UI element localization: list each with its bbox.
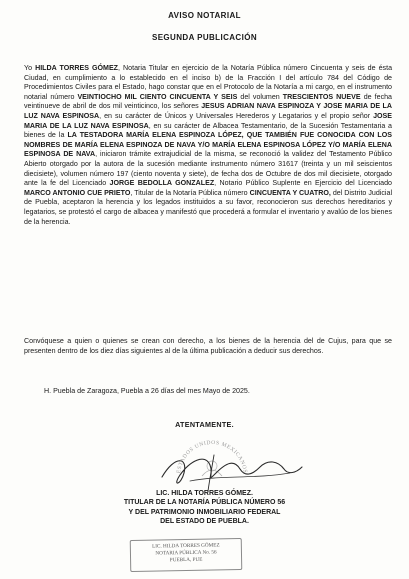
text-run: de fecha veintinueve de abril de dos mil veinticinco, los señores bbox=[24, 92, 393, 111]
closing-salutation: ATENTAMENTE. bbox=[175, 420, 234, 429]
notary-stamp bbox=[130, 538, 243, 572]
executor-name: JOSE MARIA DE LA LUZ NAVA ESPINOSA bbox=[24, 111, 392, 130]
notice-subtitle: SEGUNDA PUBLICACIÓN bbox=[151, 33, 258, 42]
signer-title-2: Y DEL PATRIMONIO INMOBILIARIO FEDERAL bbox=[128, 508, 281, 516]
text-run: del Distrito Judicial de Puebla, aceptaron la herencia y los legados instituidos a su favor, reconocieron sus derechos hereditarios y legatarios, se protestó el cargo de albacea y manifestó que procederá a formular el inventario y avalúo de los bienes de la herencia. bbox=[24, 188, 393, 226]
notary-number: CINCUENTA Y CUATRO, bbox=[249, 188, 331, 197]
substitute-notary-name: JORGE BEDOLLA GONZALEZ bbox=[109, 179, 215, 188]
instrument-number: VEINTIOCHO MIL CIENTO CINCUENTA Y SEIS bbox=[77, 92, 238, 101]
text-run: , en su carácter de Albacea Testamentario, de la Sucesión Testamentaria a bienes de la bbox=[24, 121, 392, 140]
signer-title-3: DEL ESTADO DE PUEBLA. bbox=[160, 518, 249, 526]
notice-body-paragraph bbox=[24, 64, 392, 227]
seal-text: ESTADOS UNIDOS MEXICANOS bbox=[176, 439, 248, 474]
text-run: Yo bbox=[24, 64, 36, 72]
text-run: del volumen bbox=[237, 92, 283, 101]
notary-name: HILDA TORRES GÓMEZ bbox=[35, 64, 119, 72]
text-run: , Notario Público Suplente en Ejercicio del Licenciado bbox=[214, 179, 392, 188]
heirs-names: JESUS ADRIAN NAVA ESPINOZA Y JOSE MARIA DE LA LUZ NAVA ESPINOSA bbox=[24, 102, 392, 120]
convocation-paragraph: Convóquese a quien o quienes se crean con derecho, a los bienes de la herencia del de Cujus, para que se presenten dentro de los diez días siguientes al de la última publicación a deducir sus derechos. bbox=[24, 337, 392, 355]
testator-name: LA TESTADORA MARÍA ELENA ESPINOZA LÓPEZ, QUE TAMBIÉN FUE CONOCIDA CON LOS NOMBRES DE MARÍA ELENA ESPINOZA DE NAVA Y/O MARÍA ELENA ESPINOSA LÓPEZ Y/O MARÍA ELENA ESPINOSA DE NAVA bbox=[24, 131, 392, 159]
dateline: H. Puebla de Zaragoza, Puebla a 26 días del mes Mayo de 2025. bbox=[44, 387, 250, 395]
stamp-line: LIC. HILDA TORRES GÓMEZ bbox=[152, 542, 220, 550]
text-run: , en su carácter de Únicos y Universales Herederos y Legatarios y el propio señor bbox=[99, 111, 374, 120]
handwritten-signature-icon bbox=[150, 447, 310, 495]
signature-block bbox=[0, 489, 409, 527]
stamp-line: PUEBLA, PUE bbox=[169, 556, 203, 563]
volume-number: TRESCIENTOS NUEVE bbox=[282, 92, 361, 101]
signer-title: TITULAR DE LA NOTARÍA PÚBLICA NÚMERO 56 bbox=[123, 499, 286, 507]
text-run: , Titular de la Notaría Pública número bbox=[130, 188, 250, 197]
text-run: , iniciaron trámite extrajudicial de la misma, se reconoció la validez del Testamento Público Abierto otorgado por la autora de la sucesión mediante instrumento número 31617 (treinta y un mil seiscientos diecisiete), volumen número 197 (ciento noventa y siete), de fecha dos de Octubre de dos mil diecisiete, otorgado ante la fe del Licenciado bbox=[24, 150, 392, 188]
stamp-line: NOTARIA PÚBLICA No. 56 bbox=[155, 549, 217, 557]
notice-title: AVISO NOTARIAL bbox=[168, 11, 241, 20]
titular-notary-name: MARCO ANTONIO CUE PRIETO bbox=[24, 188, 131, 197]
signer-name: LIC. HILDA TORRES GÓMEZ. bbox=[156, 490, 253, 497]
text-run: , Notaria Titular en ejercicio de la Notaría Pública número Cincuenta y seis de ésta Ciudad, en cumplimiento a lo establecido en el inciso b) de la Fracción I del artículo 784 del Código de Procedimientos Civiles para el Estado, hago constar que en el Protocolo de la Notaría a mi cargo, en el instrumento notarial número bbox=[24, 64, 393, 101]
